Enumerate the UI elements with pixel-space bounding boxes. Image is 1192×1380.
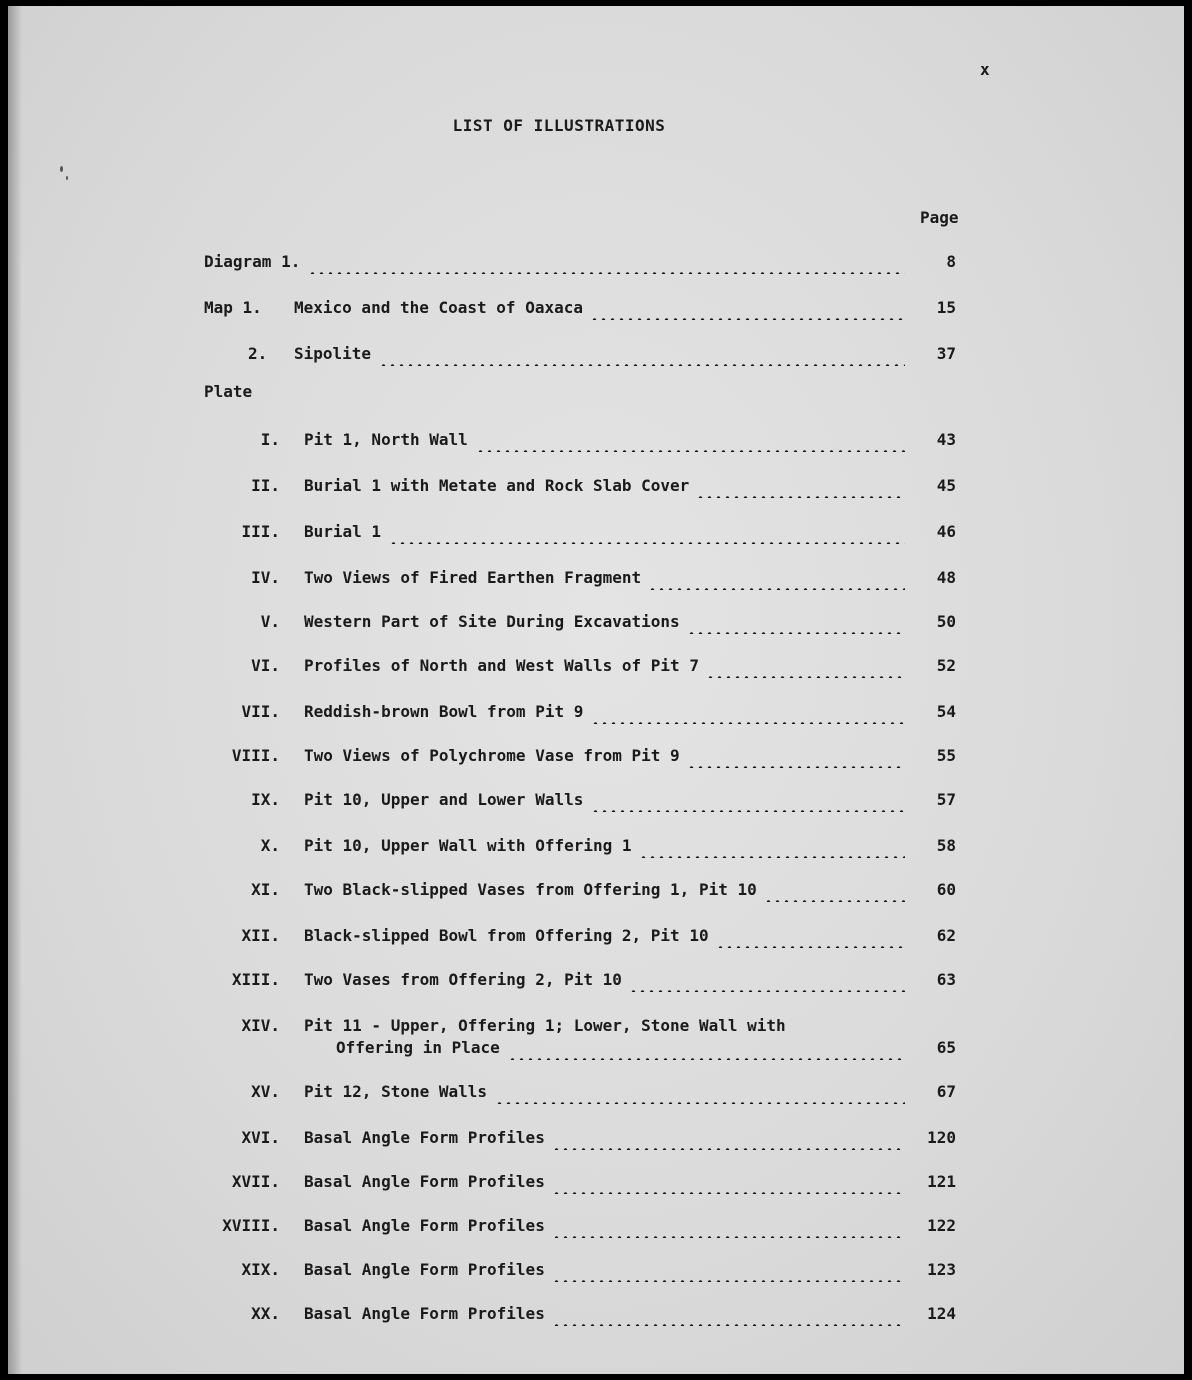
plate-numeral: X. xyxy=(260,836,280,855)
entry-page-number: 15 xyxy=(936,298,956,317)
plate-title: Burial 1 with Metate and Rock Slab Cover xyxy=(304,476,690,495)
plate-page-number: 57 xyxy=(936,790,956,809)
plate-numeral: III. xyxy=(241,522,280,541)
leader-dots xyxy=(639,838,905,858)
leader-dots xyxy=(508,1040,905,1060)
plate-entry[interactable] xyxy=(8,656,1184,680)
plate-entry[interactable] xyxy=(8,568,1184,592)
plate-page-number: 60 xyxy=(936,880,956,899)
plate-title-continued: Offering in Place xyxy=(336,1038,500,1057)
plate-numeral: IX. xyxy=(251,790,280,809)
plate-numeral: XVIII. xyxy=(222,1216,280,1235)
plate-numeral: IV. xyxy=(251,568,280,587)
plate-page-number: 65 xyxy=(936,1038,956,1057)
plate-page-number: 43 xyxy=(936,430,956,449)
entry-label: Map 1. xyxy=(204,298,262,317)
plate-title: Basal Angle Form Profiles xyxy=(304,1216,545,1235)
page-edge-shadow xyxy=(8,6,22,1374)
plate-page-number: 67 xyxy=(936,1082,956,1101)
leader-dots xyxy=(552,1174,905,1194)
leader-dots xyxy=(696,478,905,498)
plate-page-number: 52 xyxy=(936,656,956,675)
plate-page-number: 50 xyxy=(936,612,956,631)
plate-page-number: 122 xyxy=(927,1216,956,1235)
page-column-header: Page xyxy=(920,208,959,227)
plate-entry[interactable] xyxy=(8,1128,1184,1152)
plate-page-number: 124 xyxy=(927,1304,956,1323)
plate-title: Pit 12, Stone Walls xyxy=(304,1082,488,1101)
leader-dots xyxy=(590,300,905,320)
plate-title: Two Vases from Offering 2, Pit 10 xyxy=(304,970,622,989)
leader-dots xyxy=(552,1306,905,1326)
plate-page-number: 48 xyxy=(936,568,956,587)
entry-page-number: 8 xyxy=(946,252,956,271)
plate-page-number: 121 xyxy=(927,1172,956,1191)
leader-dots xyxy=(389,524,905,544)
plate-numeral: VIII. xyxy=(231,746,280,765)
leader-dots xyxy=(716,928,905,948)
plate-entry[interactable] xyxy=(8,1304,1184,1328)
plate-heading: Plate xyxy=(204,382,253,401)
leader-dots xyxy=(706,658,905,678)
plate-title: Basal Angle Form Profiles xyxy=(304,1260,545,1279)
plate-entry[interactable] xyxy=(8,1082,1184,1106)
entry-label: 2. xyxy=(248,344,268,363)
page-number: x xyxy=(980,60,990,79)
plate-page-number: 120 xyxy=(927,1128,956,1147)
plate-page-number: 63 xyxy=(936,970,956,989)
plate-entry[interactable] xyxy=(8,702,1184,726)
leader-dots xyxy=(764,882,905,902)
plate-title: Pit 1, North Wall xyxy=(304,430,468,449)
plate-title: Western Part of Site During Excavations xyxy=(304,612,680,631)
plate-entry[interactable] xyxy=(8,1260,1184,1284)
entry-label: Diagram 1. xyxy=(204,252,301,271)
plate-entry[interactable] xyxy=(8,790,1184,814)
plate-numeral: XVII. xyxy=(231,1172,280,1191)
entry-title: Mexico and the Coast of Oaxaca xyxy=(294,298,583,317)
plate-numeral: VII. xyxy=(241,702,280,721)
plate-numeral: XIX. xyxy=(241,1260,280,1279)
leader-dots xyxy=(687,748,905,768)
plate-numeral: II. xyxy=(251,476,280,495)
toc-entry[interactable] xyxy=(8,298,1184,322)
plate-page-number: 45 xyxy=(936,476,956,495)
plate-title: Basal Angle Form Profiles xyxy=(304,1304,545,1323)
document-page xyxy=(8,6,1184,1374)
plate-title: Basal Angle Form Profiles xyxy=(304,1172,545,1191)
scan-speck xyxy=(66,176,68,180)
plate-entry[interactable] xyxy=(8,746,1184,770)
plate-title: Profiles of North and West Walls of Pit 7 xyxy=(304,656,699,675)
plate-title: Black-slipped Bowl from Offering 2, Pit 10 xyxy=(304,926,709,945)
leader-dots xyxy=(629,972,905,992)
plate-title: Two Black-slipped Vases from Offering 1, Pit 10 xyxy=(304,880,757,899)
plate-entry[interactable] xyxy=(8,1216,1184,1240)
plate-numeral: XI. xyxy=(251,880,280,899)
leader-dots xyxy=(552,1130,905,1150)
plate-entry[interactable] xyxy=(8,612,1184,636)
plate-entry[interactable] xyxy=(8,1172,1184,1196)
plate-entry[interactable] xyxy=(8,836,1184,860)
plate-entry[interactable] xyxy=(8,970,1184,994)
entry-page-number: 37 xyxy=(936,344,956,363)
plate-title: Two Views of Fired Earthen Fragment xyxy=(304,568,642,587)
plate-entry[interactable] xyxy=(8,522,1184,546)
plate-entry[interactable] xyxy=(8,1016,1184,1064)
scan-speck xyxy=(60,166,63,172)
plate-page-number: 58 xyxy=(936,836,956,855)
plate-title: Pit 10, Upper Wall with Offering 1 xyxy=(304,836,632,855)
leader-dots xyxy=(552,1262,905,1282)
page-title: LIST OF ILLUSTRATIONS xyxy=(452,116,666,135)
plate-page-number: 54 xyxy=(936,702,956,721)
plate-numeral: XVI. xyxy=(241,1128,280,1147)
plate-page-number: 123 xyxy=(927,1260,956,1279)
plate-numeral: XIII. xyxy=(231,970,280,989)
plate-title: Burial 1 xyxy=(304,522,382,541)
toc-entry[interactable] xyxy=(8,252,1184,276)
leader-dots xyxy=(687,614,905,634)
plate-page-number: 62 xyxy=(936,926,956,945)
plate-entry[interactable] xyxy=(8,880,1184,904)
plate-numeral: V. xyxy=(260,612,280,631)
plate-page-number: 55 xyxy=(936,746,956,765)
plate-numeral: XII. xyxy=(241,926,280,945)
toc-entry[interactable] xyxy=(8,344,1184,368)
plate-numeral: XV. xyxy=(251,1082,280,1101)
leader-dots xyxy=(379,346,905,366)
plate-page-number: 46 xyxy=(936,522,956,541)
leader-dots xyxy=(476,432,905,452)
plate-numeral: I. xyxy=(260,430,280,449)
plate-title: Two Views of Polychrome Vase from Pit 9 xyxy=(304,746,680,765)
entry-title: Sipolite xyxy=(294,344,372,363)
leader-dots xyxy=(495,1084,905,1104)
leader-dots xyxy=(591,704,905,724)
plate-entry[interactable] xyxy=(8,476,1184,500)
leader-dots xyxy=(308,254,905,274)
plate-numeral: XX. xyxy=(251,1304,280,1323)
leader-dots xyxy=(648,570,905,590)
plate-numeral: XIV. xyxy=(241,1016,280,1035)
plate-entry[interactable] xyxy=(8,926,1184,950)
leader-dots xyxy=(552,1218,905,1238)
leader-dots xyxy=(591,792,905,812)
plate-title: Basal Angle Form Profiles xyxy=(304,1128,545,1147)
plate-title: Pit 10, Upper and Lower Walls xyxy=(304,790,584,809)
plate-entry[interactable] xyxy=(8,430,1184,454)
plate-title: Reddish-brown Bowl from Pit 9 xyxy=(304,702,584,721)
plate-numeral: VI. xyxy=(251,656,280,675)
plate-title: Pit 11 - Upper, Offering 1; Lower, Stone Wall with xyxy=(304,1016,786,1035)
